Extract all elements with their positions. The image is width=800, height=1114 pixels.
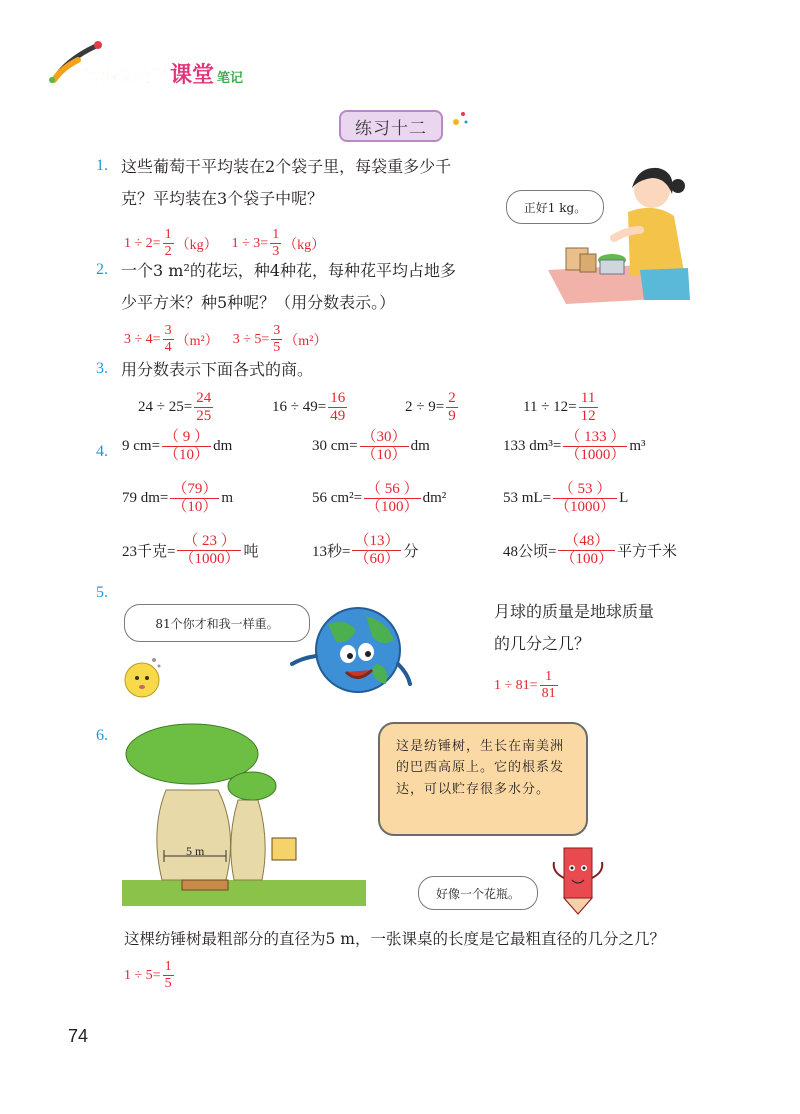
q1-ans-b-den: 3 — [272, 244, 280, 259]
q4-item-3 — [503, 430, 646, 463]
q3-item-4-expr: 11 ÷ 12= — [523, 399, 577, 415]
q3-item-3-num: 2 — [448, 390, 456, 406]
q4-item-1-frac — [162, 430, 211, 463]
q5-ans-pre: 1 ÷ 81= — [494, 677, 538, 693]
q4-item-7 — [122, 534, 259, 567]
q3-item-4 — [523, 391, 600, 424]
q2-ans-b-num: 3 — [273, 323, 281, 338]
q4-item-6-unit: L — [619, 490, 629, 506]
q4-item-1-pre: 9 cm= — [122, 438, 161, 454]
q4-item-6-frac — [553, 482, 617, 515]
q2-line2: 少平方米？种5种呢？（用分数表示。） — [121, 293, 396, 312]
moon-character — [116, 652, 166, 702]
q4-item-8-unit: 分 — [403, 544, 419, 560]
q3-item-3 — [405, 391, 460, 424]
q5-ans-den: 81 — [541, 686, 556, 701]
sparkle-icon — [448, 108, 470, 130]
q6-number: 6. — [96, 727, 108, 744]
q4-item-8-pre: 13秒= — [312, 544, 351, 560]
q4-item-9-den: （100） — [560, 551, 613, 567]
q2-ans-a-unit: （m²） — [175, 333, 219, 349]
q5-ans-num: 1 — [545, 669, 553, 684]
q1-ans-a-frac — [163, 228, 174, 259]
q1-ans-a-den: 2 — [164, 244, 172, 259]
q1-ans-b-num: 1 — [272, 227, 280, 242]
q1-ans-a-unit: （kg） — [175, 237, 218, 253]
q2-ans-a-num: 3 — [164, 323, 172, 338]
pencil-character — [548, 838, 608, 918]
bottle-tree-illustration — [122, 720, 368, 910]
q6-ans-den: 5 — [164, 976, 172, 991]
brand-part-2: 课堂 — [170, 63, 215, 88]
q3-item-1-expr: 24 ÷ 25= — [138, 399, 193, 415]
q3-item-1-frac — [194, 391, 213, 424]
exercise-title: 练习十二 — [339, 110, 443, 142]
q1-number: 1. — [96, 157, 108, 174]
q2-ans-a-den: 4 — [164, 340, 172, 355]
brand-part-1: 倍小优数学 — [82, 67, 167, 87]
q1-line1: 这些葡萄干平均装在2个袋子里，每袋重多少千 — [121, 157, 452, 176]
girl-weighing-illustration — [548, 160, 698, 310]
q3-item-4-num: 11 — [580, 390, 596, 406]
q2-number: 2. — [96, 261, 108, 278]
q5-line2: 的几分之几？ — [494, 634, 591, 653]
q6-question: 这棵纺锤树最粗部分的直径为5 m，一张课桌的长度是它最粗直径的几分之几？ — [124, 930, 665, 948]
q4-number: 4. — [96, 443, 108, 460]
q4-item-2-den: （10） — [361, 447, 407, 463]
q4-item-2-frac — [360, 430, 409, 463]
q4-item-5-num: （ 56 ） — [366, 481, 419, 497]
q4-item-5-pre: 56 cm²= — [312, 490, 363, 506]
q3-item-4-frac — [579, 391, 598, 424]
q3-number: 3. — [96, 360, 108, 377]
q4-item-9-unit: 平方千米 — [616, 544, 677, 560]
q1-speech-bubble: 正好1 kg。 — [506, 190, 604, 224]
q4-item-6-den: （1000） — [555, 499, 616, 515]
q4-item-6-num: （ 53 ） — [558, 481, 612, 497]
q4-item-3-den: （1000） — [565, 447, 626, 463]
brand-part-3: 笔记 — [217, 71, 244, 86]
q4-item-5-unit: dm² — [422, 490, 447, 506]
q2-ans-b-frac — [271, 324, 282, 355]
q4-item-1-unit: dm — [213, 438, 233, 454]
q4-item-6 — [503, 482, 628, 515]
q4-item-3-pre: 133 dm³= — [503, 438, 562, 454]
q3-item-2-expr: 16 ÷ 49= — [272, 399, 327, 415]
q4-item-2-unit: dm — [410, 438, 430, 454]
q1-ans-b-frac — [270, 228, 281, 259]
q4-item-7-unit: 吨 — [243, 544, 259, 560]
q4-item-5-frac — [364, 482, 421, 515]
q2-ans-a-frac — [163, 324, 174, 355]
q4-item-8-num: （13） — [354, 533, 400, 549]
q4-item-9-pre: 48公顷= — [503, 544, 557, 560]
q5-line1: 月球的质量是地球质量 — [494, 602, 655, 621]
q6-measure-label: 5 m — [186, 844, 205, 858]
q2-ans-a-pre: 3 ÷ 4= — [124, 331, 161, 347]
q4-item-1-den: （10） — [164, 447, 210, 463]
q1-line2: 克？平均装在3个袋子中呢？ — [121, 189, 324, 208]
q2-ans-b-unit: （m²） — [284, 333, 328, 349]
q4-item-3-num: （ 133 ） — [565, 429, 626, 445]
q3-item-2-den: 49 — [330, 408, 346, 424]
q6-info-box: 这是纺锤树，生长在南美洲的巴西高原上。它的根系发达，可以贮存很多水分。 — [378, 722, 588, 836]
q4-item-5-den: （100） — [366, 499, 419, 515]
q3-item-4-den: 12 — [580, 408, 596, 424]
q1-ans-a-num: 1 — [164, 227, 172, 242]
q1-ans-a-pre: 1 ÷ 2= — [124, 235, 161, 251]
q5-answer — [494, 670, 560, 701]
q4-item-9-num: （48） — [564, 533, 610, 549]
q3-item-1 — [138, 391, 215, 424]
q3-item-2-frac — [328, 391, 347, 424]
q3-item-1-den: 25 — [196, 408, 212, 424]
earth-character — [286, 604, 416, 700]
q4-item-4 — [122, 482, 233, 515]
q4-item-4-den: （10） — [172, 499, 218, 515]
q4-item-9-frac — [558, 534, 615, 567]
page-number: 74 — [68, 1026, 89, 1046]
q4-item-5 — [312, 482, 446, 515]
q4-item-2-num: （30） — [361, 429, 407, 445]
q4-item-4-num: （79） — [172, 481, 218, 497]
q6-speech-bubble: 好像一个花瓶。 — [418, 876, 538, 910]
q3-item-2-num: 16 — [330, 390, 346, 406]
q4-item-6-pre: 53 mL= — [503, 490, 552, 506]
q4-item-7-num: （ 23 ） — [183, 533, 236, 549]
q1-ans-b-pre: 1 ÷ 3= — [231, 235, 269, 251]
q1-answer — [124, 228, 325, 259]
q4-item-1-num: （ 9 ） — [164, 429, 210, 445]
q4-item-4-frac — [170, 482, 219, 515]
q4-item-3-frac — [563, 430, 627, 463]
q4-item-9 — [503, 534, 677, 567]
q5-ans-frac — [540, 670, 558, 701]
q3-item-1-num: 24 — [196, 390, 212, 406]
q3-item-3-expr: 2 ÷ 9= — [405, 399, 445, 415]
q3-text: 用分数表示下面各式的商。 — [121, 360, 314, 379]
q4-item-2 — [312, 430, 430, 463]
q4-item-4-unit: m — [221, 490, 234, 506]
q6-ans-num: 1 — [164, 959, 172, 974]
q5-number: 5. — [96, 584, 108, 601]
q2-line1: 一个3 m²的花坛，种4种花，每种花平均占地多 — [121, 261, 457, 280]
q2-ans-b-den: 5 — [273, 340, 281, 355]
q4-item-8-frac — [352, 534, 401, 567]
q5-speech-bubble: 81个你才和我一样重。 — [124, 604, 310, 642]
q4-item-7-pre: 23千克= — [122, 544, 176, 560]
q3-item-3-den: 9 — [448, 408, 456, 424]
q4-item-7-den: （1000） — [179, 551, 240, 567]
q6-answer — [124, 960, 176, 991]
q4-item-2-pre: 30 cm= — [312, 438, 358, 454]
q2-answer — [124, 324, 327, 355]
q4-item-3-unit: m³ — [629, 438, 646, 454]
q3-item-3-frac — [446, 391, 458, 424]
q6-ans-frac — [163, 960, 174, 991]
q1-ans-b-unit: （kg） — [283, 237, 326, 253]
q4-item-8 — [312, 534, 419, 567]
header-brand — [48, 40, 308, 90]
q3-item-2 — [272, 391, 349, 424]
q4-item-8-den: （60） — [354, 551, 400, 567]
q4-item-1 — [122, 430, 232, 463]
q4-item-7-frac — [177, 534, 241, 567]
q2-ans-b-pre: 3 ÷ 5= — [232, 331, 270, 347]
q6-ans-pre: 1 ÷ 5= — [124, 967, 161, 983]
q4-item-4-pre: 79 dm= — [122, 490, 169, 506]
